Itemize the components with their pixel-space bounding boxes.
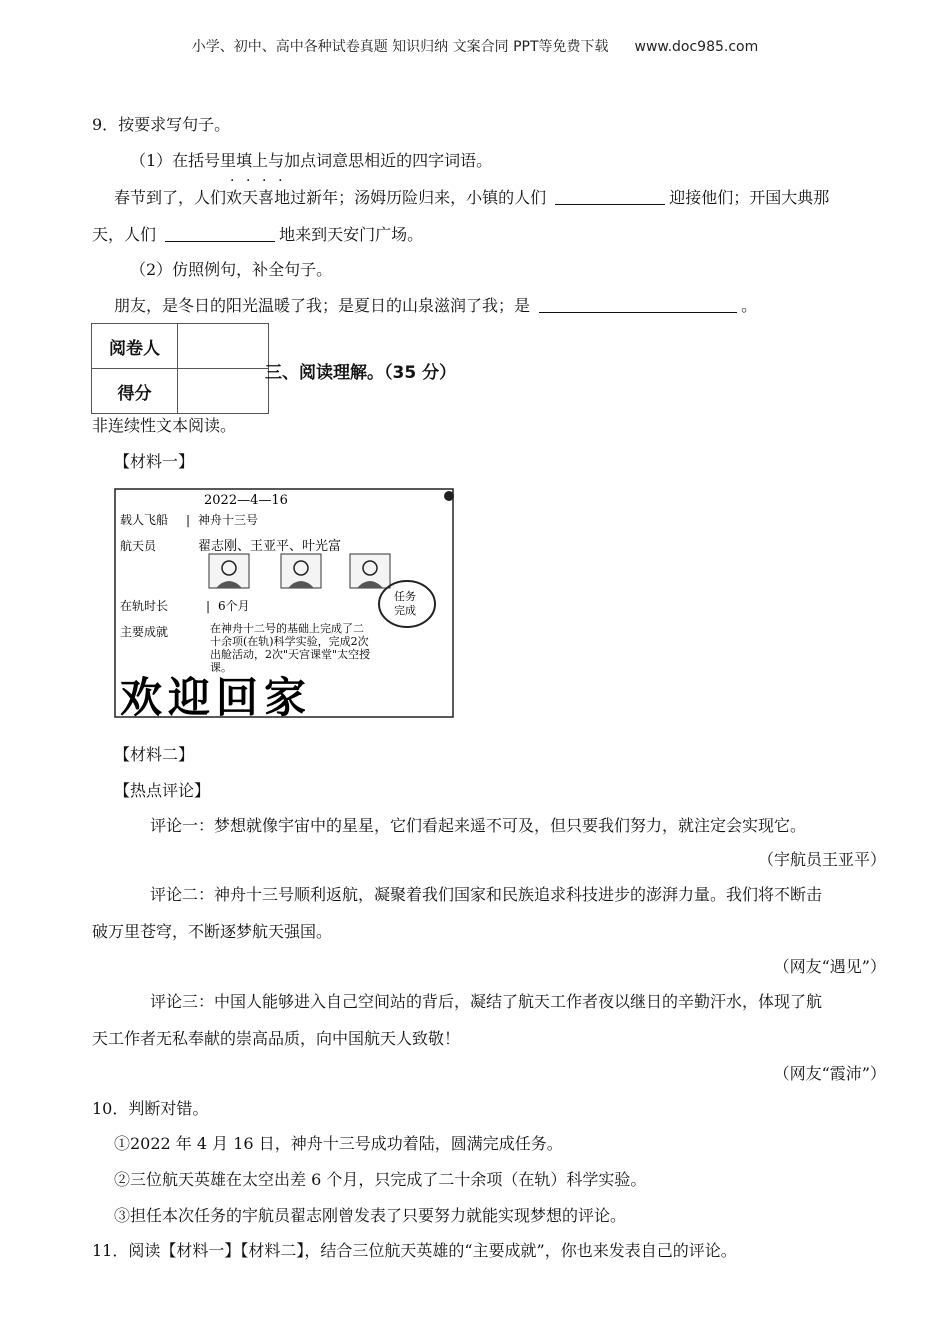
- s3-pre: 朋友，是冬日的阳光温暖了我；是夏日的山泉滋润了我；是: [114, 296, 531, 315]
- poster-ship-value: 神舟十三号: [198, 513, 259, 527]
- poster-ship-label: 载人飞船: [120, 513, 169, 527]
- q10-item: ①2022 年 4 月 16 日，神舟十三号成功着陆，圆满完成任务。: [114, 1134, 563, 1153]
- comment-2-line1: 评论二：神舟十三号顺利返航，凝聚着我们国家和民族追求科技进步的澎湃力量。我们将不断击: [150, 885, 823, 904]
- reviewer-field[interactable]: [178, 324, 269, 369]
- comment-3-line2: 天工作者无私奉献的崇高品质，向中国航天人致敬！: [92, 1029, 461, 1048]
- s1-post: 迎接他们；开国大典那: [669, 188, 830, 207]
- dotted-char: 欢: [226, 188, 243, 207]
- s1-mid: 过新年；汤姆历险归来，小镇的人们: [290, 188, 547, 207]
- q11-title: 11．阅读【材料一】【材料二】，结合三位航天英雄的“主要成就”，你也来发表自己的评论。: [92, 1241, 737, 1260]
- page-header: [0, 36, 950, 56]
- poster-achievement-line: 在神舟十二号的基础上完成了二: [210, 622, 364, 635]
- poster-duration-label: 在轨时长: [120, 599, 169, 613]
- header-url[interactable]: www.doc985.com: [634, 39, 759, 55]
- poster-crew-value: 翟志刚、王亚平、叶光富: [198, 539, 342, 554]
- q10-item: ②三位航天英雄在太空出差 6 个月，只完成了二十余项（在轨）科学实验。: [114, 1170, 647, 1189]
- poster-achievement-line: 十余项(在轨)科学实验，完成2次: [210, 635, 369, 648]
- poster-duration-value: 6个月: [218, 599, 250, 613]
- q10-item: ③担任本次任务的宇航员翟志刚曾发表了只要努力就能实现梦想的评论。: [114, 1206, 627, 1225]
- score-field[interactable]: [178, 369, 269, 414]
- poster-achievement-line: 课。: [210, 661, 232, 674]
- svg-text:任务: 任务: [394, 590, 416, 603]
- poster-crew-label: 航天员: [120, 539, 157, 553]
- astronaut-photo: [209, 554, 249, 588]
- comment-3-line1: 评论三：中国人能够进入自己空间站的背后，凝结了航天工作者夜以继日的辛勤汗水，体现了航: [150, 992, 823, 1011]
- dotted-char: 喜: [258, 188, 275, 207]
- header-text: 小学、初中、高中各种试卷真题 知识归纳 文案合同 PPT等免费下载: [191, 39, 609, 55]
- svg-text:|: |: [206, 599, 211, 613]
- s2-pre: 天，人们: [92, 225, 157, 244]
- q9-title: 9．按要求写句子。: [92, 115, 231, 134]
- comment-2-line2: 破万里苍穹，不断逐梦航天强国。: [92, 922, 333, 941]
- q9-part1: （1）在括号里填上与加点词意思相近的四字词语。: [130, 151, 493, 170]
- material2-label: 【材料二】: [114, 745, 195, 764]
- q9-part2: （2）仿照例句，补全句子。: [130, 260, 333, 279]
- astronaut-photo: [350, 554, 390, 588]
- svg-text:|: |: [186, 513, 191, 527]
- news-poster: [114, 488, 454, 718]
- answer-blank-3[interactable]: [539, 296, 737, 313]
- q10-title: 10．判断对错。: [92, 1099, 209, 1118]
- q9-sentence1: [114, 185, 829, 208]
- dotted-char: 天: [242, 188, 259, 207]
- poster-banner: 欢迎回家: [120, 673, 313, 718]
- comment-3-source: （网友“霞沛”）: [773, 1064, 886, 1083]
- s1-pre: 春节到了，人们: [114, 188, 227, 207]
- s3-post: 。: [741, 296, 758, 315]
- section-intro: 非连续性文本阅读。: [92, 416, 237, 435]
- section-title: 三、阅读理解。（35 分）: [265, 363, 457, 383]
- poster-achievement-label: 主要成就: [120, 625, 169, 639]
- grade-table: [91, 323, 269, 414]
- astronaut-photo: [281, 554, 321, 588]
- reviewer-label: 阅卷人: [92, 324, 178, 369]
- comment-1-source: （宇航员王亚平）: [757, 850, 886, 869]
- score-label: 得分: [92, 369, 178, 414]
- dotted-char: 地: [274, 188, 291, 207]
- comment-1: 评论一：梦想就像宇宙中的星星，它们看起来遥不可及，但只要我们努力，就注定会实现它。: [150, 816, 807, 835]
- poster-achievement-line: 出舱活动，2次"天宫课堂"太空授: [210, 648, 371, 661]
- answer-blank-1[interactable]: [555, 188, 665, 205]
- hot-comments-label: 【热点评论】: [114, 781, 211, 800]
- answer-blank-2[interactable]: [165, 225, 275, 242]
- svg-text:完成: 完成: [394, 604, 416, 617]
- poster-date: 2022—4—16: [204, 493, 288, 508]
- s2-post: 地来到天安门广场。: [279, 225, 424, 244]
- q9-sentence2: [92, 222, 423, 245]
- material1-label: 【材料一】: [114, 452, 195, 471]
- q9-sentence3: [114, 293, 757, 316]
- comment-2-source: （网友“遇见”）: [773, 957, 886, 976]
